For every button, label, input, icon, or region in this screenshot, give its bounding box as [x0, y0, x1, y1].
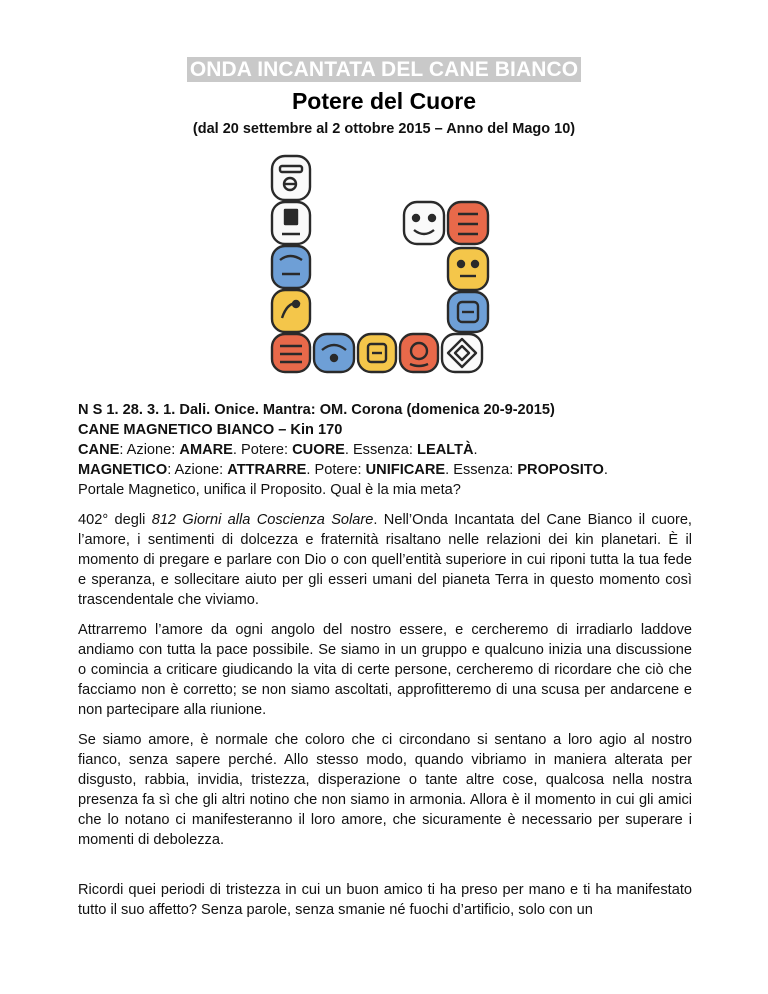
wave-banner — [0, 58, 768, 82]
glyph-monkey-icon — [448, 202, 488, 244]
mayan-glyph-wave-icon — [268, 148, 512, 376]
paragraph-3: Se siamo amore, è normale che coloro che ci circondano si sentano a loro agio al nostro fianco, senza sapere perché. Allo stesso modo, quando vibriamo in maniera alterata per disgusto, rabbia, invidia, tristezza, disperazione o tante altre cose, qualcosa nella nostra presenza fa sì che gli altri notino che non siamo in armonia. Allora è il momento in cui gli amici che lo notano ci manifesteranno il loro amore, che sicuramente è necessario per superare i momenti di debolezza. — [78, 732, 692, 848]
glyph-worldbridger-icon — [270, 332, 314, 374]
glyph-human-icon — [448, 248, 488, 290]
glyph-dragon-icon — [272, 156, 310, 200]
info-line-2: CANE MAGNETICO BIANCO – Kin 170 — [78, 422, 343, 438]
glyph-seed-icon — [272, 290, 310, 332]
glyph-skywalker-icon — [448, 292, 488, 332]
paragraph-1: 402° degli 812 Giorni alla Coscienza Solare. Nell’Onda Incantata del Cane Bianco il cuore, l’amore, i sentimenti di dolcezza e fraternità risaltano nelle relazioni dei kin planetari. È il momento di pregare e parlare con Dio o con quell’entità superiore in cui riponi tutta la tua fede e speranza, e sollecitare aiuto per gli esseri umani del pianeta Terra in questo momento così trascendentale che viviamo. — [78, 512, 692, 608]
glyph-moon-icon — [400, 334, 438, 372]
glyph-mirror-icon — [442, 334, 482, 372]
info-cane-line: CANE: Azione: AMARE. Potere: CUORE. Essenza: LEALTÀ. — [78, 442, 478, 458]
info-line-1: N S 1. 28. 3. 1. Dali. Onice. Mantra: OM. Corona (domenica 20-9-2015) — [78, 402, 555, 418]
paragraph-4: Ricordi quei periodi di tristezza in cui un buon amico ti ha preso per mano e ti ha manifestato tutto il suo affetto? Senza parole, senza smanie né fuochi d’artificio, solo con un — [78, 882, 692, 918]
info-magnetico-line: MAGNETICO: Azione: ATTRARRE. Potere: UNIFICARE. Essenza: PROPOSITO. — [78, 462, 608, 478]
info-portale-line: Portale Magnetico, unifica il Proposito. Qual è la mia meta? — [78, 482, 461, 498]
glyph-star-icon — [358, 334, 396, 372]
glyph-dog-icon — [404, 202, 444, 244]
glyph-night-icon — [272, 246, 310, 288]
page-subtitle: (dal 20 settembre al 2 ottobre 2015 – Anno del Mago 10) — [192, 121, 576, 137]
glyph-hand-icon — [314, 334, 354, 372]
paragraph-2: Attrarremo l’amore da ogni angolo del nostro essere, e cercheremo di irradiarlo laddove andiamo con tutta la pace possibile. Se siamo in un gruppo e qualcuno inizia una discussione o comincia a criticare giudicando la vita di certe persone, cercheremo di ricordare che ciò che facciamo non è corretto; se non siamo ascoltati, approfitteremo di una scusa per andarcene e non partecipare alla riunione. — [78, 622, 692, 718]
page-title: Potere del Cuore — [291, 88, 477, 114]
wave-banner-text: ONDA INCANTATA DEL CANE BIANCO — [187, 57, 581, 82]
kin-info — [78, 400, 692, 500]
glyph-wind-icon — [272, 202, 310, 244]
